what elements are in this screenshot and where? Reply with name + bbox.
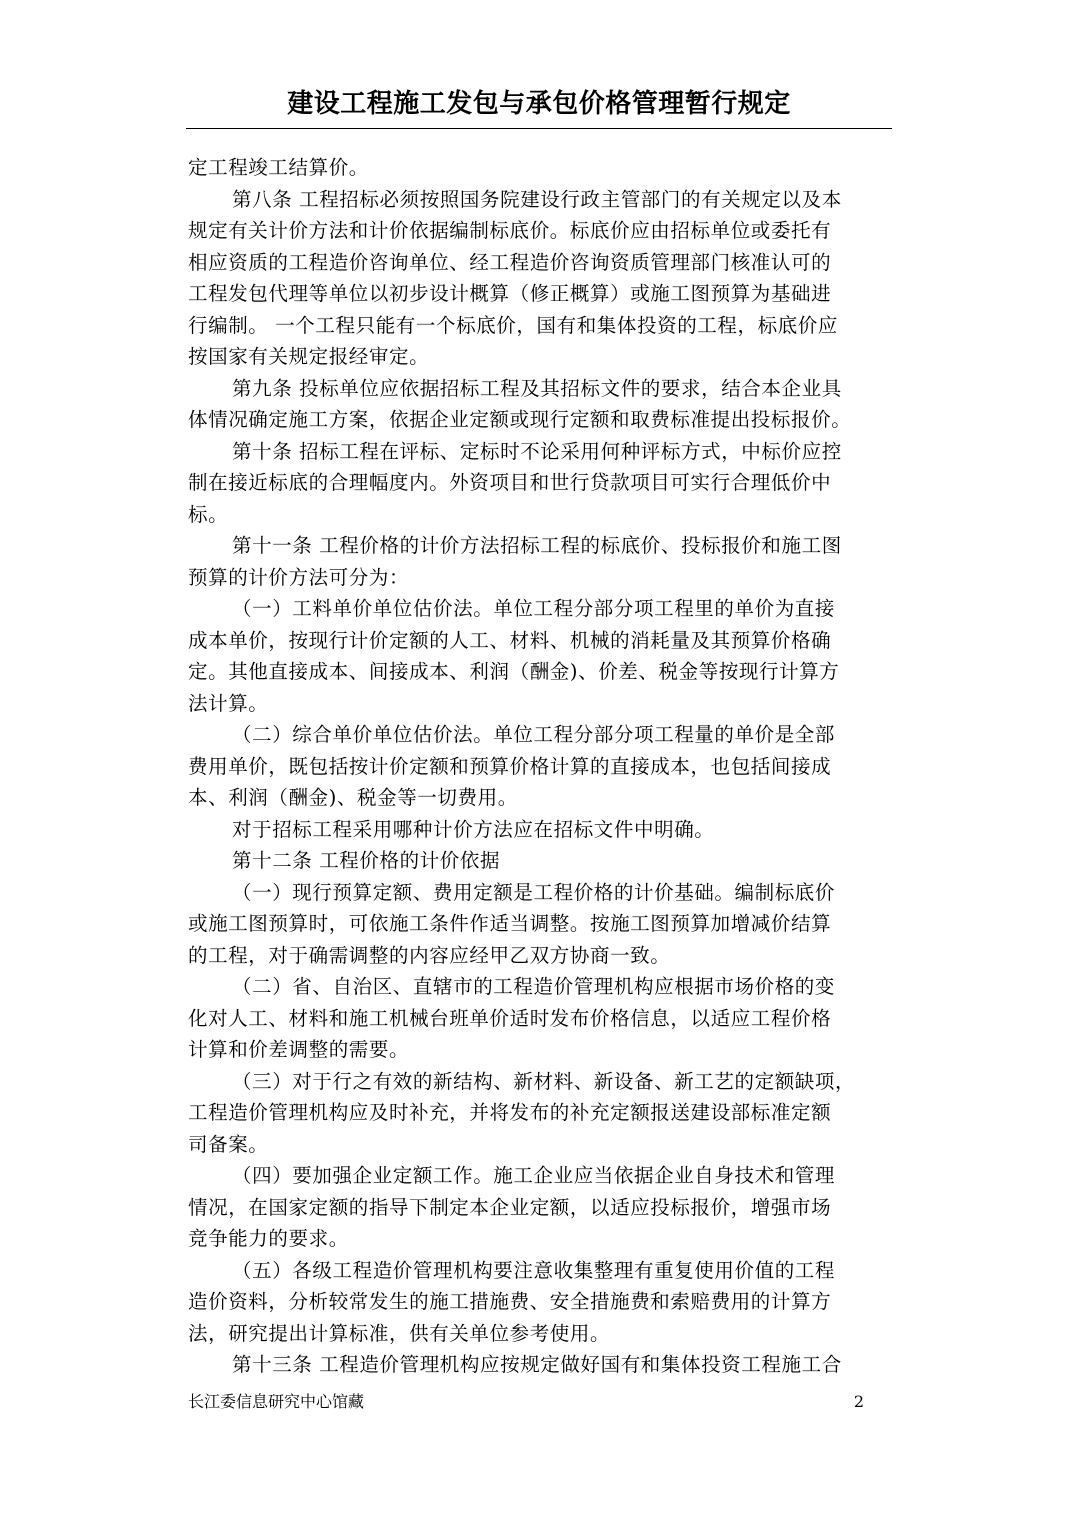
body-line: （五）各级工程造价管理机构要注意收集整理有重复使用价值的工程 bbox=[232, 1258, 836, 1282]
body-line: 工程发包代理等单位以初步设计概算（修正概算）或施工图预算为基础进 bbox=[188, 282, 832, 305]
body-line: 计算和价差调整的需要。 bbox=[188, 1038, 410, 1061]
document-title: 建设工程施工发包与承包价格管理暂行规定 bbox=[287, 89, 791, 119]
body-line: （一）现行预算定额、费用定额是工程价格的计价基础。编制标底价 bbox=[232, 880, 836, 904]
body-line: 体情况确定施工方案，依据企业定额或现行定额和取费标准提出投标报价。 bbox=[188, 408, 852, 431]
body-line: （二）省、自治区、直辖市的工程造价管理机构应根据市场价格的变 bbox=[232, 975, 836, 998]
body-line: 本、利润（酬金)、税金等一切费用。 bbox=[188, 786, 518, 809]
body-line: 费用单价，既包括按计价定额和预算价格计算的直接成本，也包括间接成 bbox=[188, 754, 832, 778]
body-line: 法，研究提出计算标准，供有关单位参考使用。 bbox=[188, 1321, 611, 1345]
body-line: 造价资料，分析较常发生的施工措施费、安全措施费和索赔费用的计算方 bbox=[188, 1290, 832, 1313]
body-line: 或施工图预算时，可依施工条件作适当调整。按施工图预算加增减价结算 bbox=[188, 912, 832, 935]
body-line: 第八条 工程招标必须按照国务院建设行政主管部门的有关规定以及本 bbox=[232, 187, 842, 211]
body-line: 相应资质的工程造价咨询单位、经工程造价咨询资质管理部门核准认可的 bbox=[188, 250, 832, 274]
body-line: 预算的计价方法可分为： bbox=[188, 565, 410, 589]
body-line: （二）综合单价单位估价法。单位工程分部分项工程量的单价是全部 bbox=[232, 723, 836, 746]
body-line: 规定有关计价方法和计价依据编制标底价。标底价应由招标单位或委托有 bbox=[188, 219, 832, 242]
body-line: （四）要加强企业定额工作。施工企业应当依据企业自身技术和管理 bbox=[232, 1164, 836, 1187]
body-line: 制在接近标底的合理幅度内。外资项目和世行贷款项目可实行合理低价中 bbox=[188, 471, 832, 494]
body-line: （三）对于行之有效的新结构、新材料、新设备、新工艺的定额缺项， bbox=[232, 1069, 856, 1093]
body-line: 对于招标工程采用哪种计价方法应在招标文件中明确。 bbox=[232, 817, 715, 841]
body-line: 成本单价，按现行计价定额的人工、材料、机械的消耗量及其预算价格确 bbox=[188, 628, 832, 652]
body-line: 化对人工、材料和施工机械台班单价适时发布价格信息，以适应工程价格 bbox=[188, 1006, 832, 1030]
body-line: 情况，在国家定额的指导下制定本企业定额，以适应投标报价，增强市场 bbox=[188, 1195, 832, 1219]
body-line: 第十二条 工程价格的计价依据 bbox=[232, 849, 501, 872]
body-line: 第十三条 工程造价管理机构应按规定做好国有和集体投资工程施工合 bbox=[232, 1353, 842, 1376]
body-line: 按国家有关规定报经审定。 bbox=[188, 345, 430, 368]
footer-source: 长江委信息研究中心馆藏 bbox=[188, 1392, 365, 1411]
body-line: 法计算。 bbox=[188, 691, 269, 715]
body-line: 第九条 投标单位应依据招标工程及其招标文件的要求，结合本企业具 bbox=[232, 376, 842, 400]
page-header bbox=[186, 80, 892, 129]
body-line: 行编制。 一个工程只能有一个标底价，国有和集体投资的工程，标底价应 bbox=[188, 313, 838, 337]
body-line: 定。其他直接成本、间接成本、利润（酬金)、价差、税金等按现行计算方 bbox=[188, 660, 840, 683]
body-line: 标。 bbox=[188, 502, 229, 526]
document-body bbox=[188, 152, 900, 1381]
body-line: 的工程，对于确需调整的内容应经甲乙双方协商一致。 bbox=[188, 943, 671, 967]
body-line: 定工程竣工结算价。 bbox=[188, 156, 369, 179]
body-line: 第十一条 工程价格的计价方法招标工程的标底价、投标报价和施工图 bbox=[232, 534, 842, 557]
page-number: 2 bbox=[853, 1392, 864, 1411]
body-line: 第十条 招标工程在评标、定标时不论采用何种评标方式，中标价应控 bbox=[232, 439, 842, 463]
page-footer bbox=[188, 1390, 864, 1414]
body-line: 司备案。 bbox=[188, 1132, 269, 1156]
body-line: （一）工料单价单位估价法。单位工程分部分项工程里的单价为直接 bbox=[232, 597, 836, 620]
body-line: 工程造价管理机构应及时补充，并将发布的补充定额报送建设部标准定额 bbox=[188, 1101, 832, 1124]
body-line: 竞争能力的要求。 bbox=[188, 1227, 349, 1250]
